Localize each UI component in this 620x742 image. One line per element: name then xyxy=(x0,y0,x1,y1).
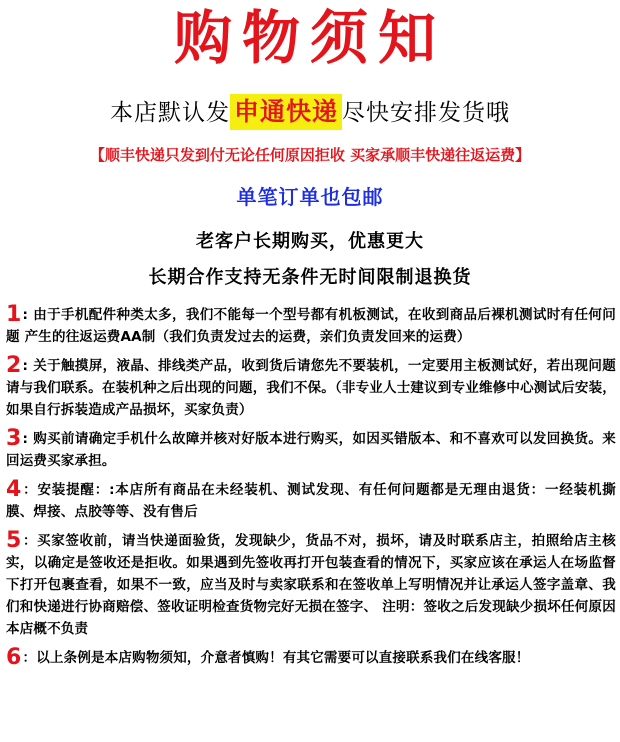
rule-number: 6 xyxy=(6,645,22,670)
rule-number: 5 xyxy=(6,528,22,553)
default-courier-line xyxy=(0,94,620,131)
rule-number: 1 xyxy=(6,302,22,327)
rule-text: ：以上条例是本店购物须知，介意者慎购！有其它需要可以直接联系我们在线客服！ xyxy=(22,650,530,666)
rule-number: 4 xyxy=(6,477,22,502)
rule-text: : 关于触摸屏，液晶、排线类产品，收到货后请您先不要装机，一定要用主板测试好，若出现问题请与我们联系。在装机种之后出现的问题，我们不保。（非专业人士建议到专业维修中心测试后安装，如果自行拆装造成产品损坏，买家负责） xyxy=(6,358,616,418)
title-char: 购 xyxy=(173,4,242,72)
title-char: 物 xyxy=(241,4,310,72)
rule-number: 2 xyxy=(6,353,22,378)
title-char: 须 xyxy=(310,4,379,72)
courier-highlight: 申通快递 xyxy=(230,94,342,130)
sf-express-notice: 【顺丰快递只发到付无论任何原因拒收 买家承顺丰快递往返运费】 xyxy=(89,146,531,164)
rule-text: : 购买前请确定手机什么故障并核对好版本进行购买，如因买错版本、和不喜欢可以发回换货。来回运费买家承担。 xyxy=(6,431,616,469)
rule-item xyxy=(6,428,616,472)
free-shipping-notice: 单笔订单也包邮 xyxy=(236,185,384,209)
page-title xyxy=(0,2,620,74)
title-char: 知 xyxy=(378,4,447,72)
return-policy-line: 长期合作支持无条件无时间限制退换货 xyxy=(148,267,472,288)
rule-item xyxy=(6,647,616,669)
rules-list xyxy=(6,304,616,676)
rule-item xyxy=(6,355,616,421)
rule-text: ：安装提醒：:本店所有商品在未经装机、测试发现、有任何问题都是无理由退货：一经装机撕膜、焊接、点胶等等、没有售后 xyxy=(6,482,616,520)
rule-item xyxy=(6,479,616,523)
rule-number: 3 xyxy=(6,426,22,451)
rule-item xyxy=(6,304,616,348)
loyal-customer-line: 老客户长期购买，优惠更大 xyxy=(196,231,424,252)
default-courier-suffix: 尽快安排发货哦 xyxy=(342,100,510,126)
rule-item xyxy=(6,530,616,640)
default-courier-prefix: 本店默认发 xyxy=(109,100,230,126)
rule-text: : 由于手机配件种类太多，我们不能每一个型号都有机板测试，在收到商品后裸机测试时有任何问题 产生的往返运费AA制（我们负责发过去的运费，亲们负责发回来的运费） xyxy=(6,307,616,345)
rule-text: ：买家签收前，请当快递面验货，发现缺少，货品不对，损坏，请及时联系店主，拍照给店主核实，以确定是签收还是拒收。如果遇到先签收再打开包装查看的情况下，买家应该在承运人在场监督下打开包裹查看，如果不一致，应当及时与卖家联系和在签收单上写明情况并让承运人签字盖章、我们和快递进行协商赔偿、签收证明检查货物完好无损在签字、 注明：签收之后发现缺少损坏任何原因本店概不负责 xyxy=(6,533,616,637)
